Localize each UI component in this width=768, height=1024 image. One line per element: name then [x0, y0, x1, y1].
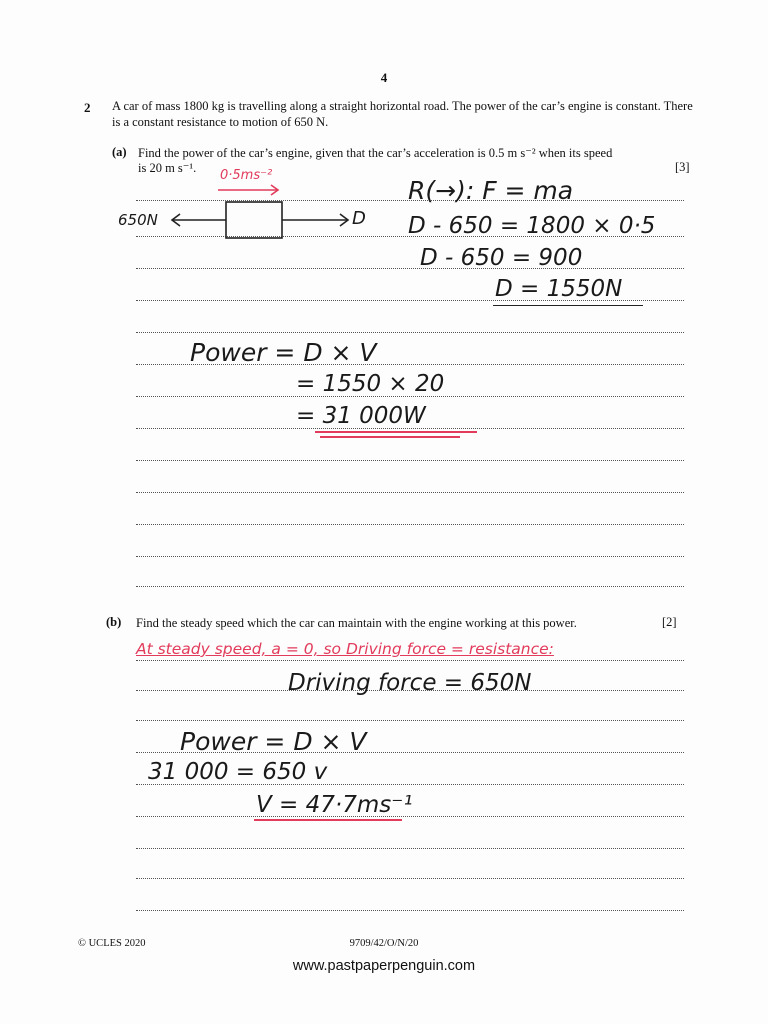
part-a-marks: [3]	[675, 160, 690, 174]
answer-line	[136, 268, 684, 269]
working-line-7: = 31 000W	[296, 403, 426, 429]
copyright: © UCLES 2020	[78, 938, 146, 949]
paper-code: 9709/42/O/N/20	[349, 938, 419, 949]
working-line-5: Power = D × V	[190, 338, 377, 367]
answer-line	[136, 586, 684, 587]
working-line-3: D - 650 = 900	[420, 245, 583, 271]
answer-line	[136, 720, 684, 721]
working-b-line-4: V = 47·7ms⁻¹	[256, 792, 413, 818]
part-b-label: (b)	[106, 615, 122, 629]
answer-line	[136, 910, 684, 911]
answer-line	[136, 492, 684, 493]
answer-line	[136, 460, 684, 461]
working-line-4: D = 1550N	[495, 276, 623, 302]
working-line-1: R(→): F = ma	[408, 176, 574, 205]
driving-force-label: D	[352, 208, 366, 229]
answer-underline	[493, 305, 643, 306]
working-b-line-2: Power = D × V	[180, 727, 367, 756]
answer-underline-red	[254, 819, 402, 821]
part-a-text-line2: is 20 m s⁻¹.	[138, 161, 197, 175]
answer-underline-red	[320, 436, 460, 438]
part-b-marks: [2]	[662, 615, 677, 629]
answer-line	[136, 524, 684, 525]
acceleration-label: 0·5ms⁻²	[220, 168, 273, 183]
answer-line	[136, 848, 684, 849]
answer-underline-red	[315, 431, 477, 433]
part-a-text-line1: Find the power of the car’s engine, given that the car’s acceleration is 0.5 m s⁻² when its speed	[138, 146, 613, 160]
answer-line	[136, 332, 684, 333]
question-stem: A car of mass 1800 kg is travelling along a straight horizontal road. The power of the car’s engine is constant. There is a constant resistance to motion of 650 N.	[112, 99, 693, 129]
working-b-line-3: 31 000 = 650 v	[148, 759, 328, 785]
working-line-2: D - 650 = 1800 × 0·5	[408, 213, 656, 239]
part-a-label: (a)	[112, 145, 127, 159]
resistance-force-label: 650N	[118, 211, 158, 229]
working-b-line-1: Driving force = 650N	[288, 670, 532, 696]
answer-line	[136, 660, 684, 661]
answer-line	[136, 878, 684, 879]
website-link[interactable]: www.pastpaperpenguin.com	[292, 958, 476, 974]
answer-line	[136, 556, 684, 557]
steady-speed-note: At steady speed, a = 0, so Driving force = resistance:	[136, 640, 554, 658]
page-number: 4	[380, 70, 388, 85]
working-line-6: = 1550 × 20	[296, 371, 445, 397]
part-b-text: Find the steady speed which the car can maintain with the engine working at this power.	[136, 616, 577, 630]
question-number: 2	[84, 100, 91, 115]
